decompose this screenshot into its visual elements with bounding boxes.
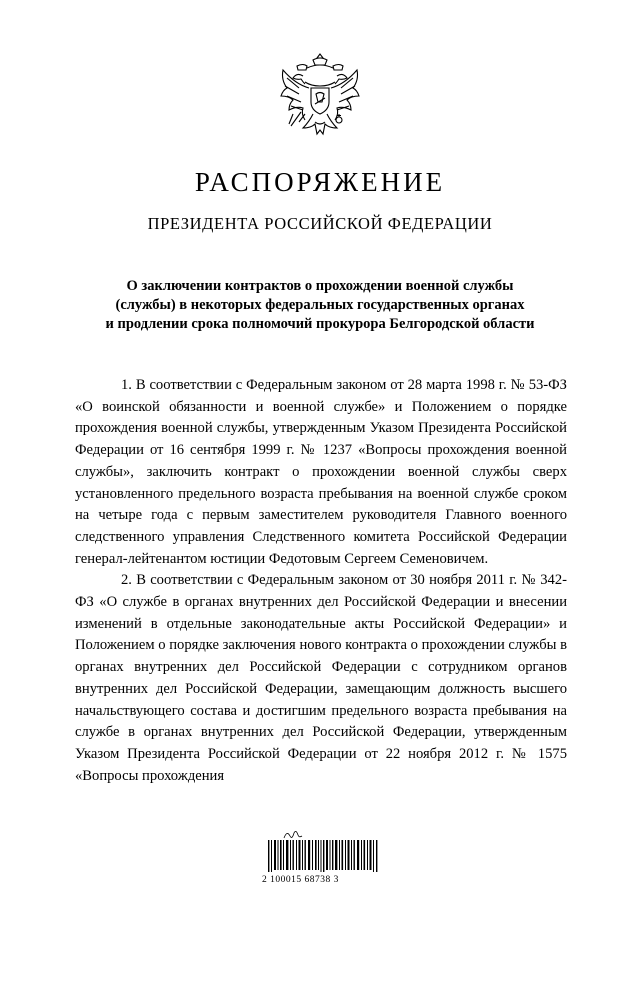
heading-line-3: и продлении срока полномочий прокурора Белгородской области <box>105 316 535 332</box>
document-heading <box>60 277 580 334</box>
paragraph-1: 1. В соответствии с Федеральным законом от 28 марта 1998 г. № 53-ФЗ «О воинской обязанности и военной службе» и Положением о порядке прохождения военной службы, утвержденным Указом Президента Российской Федерации от 16 сентября 1999 г. № 1237 «Вопросы прохождения военной службы», заключить контракт о прохождении военной службы сверх установленного предельного возраста пребывания на военной службе сроком на четыре года с первым заместителем руководителя Главного военного следственного управления Следственного комитета Российской Федерации генерал-лейтенантом юстиции Федотовым Сергеем Семеновичем. <box>75 377 567 567</box>
barcode-icon <box>268 840 378 872</box>
heading-line-2: (службы) в некоторых федеральных государственных органах <box>115 297 525 313</box>
state-emblem-icon <box>279 52 361 142</box>
barcode-number: 2 100015 68738 3 <box>262 875 339 885</box>
heading-line-1: О заключении контрактов о прохождении военной службы <box>126 278 514 294</box>
document-title: РАСПОРЯЖЕНИЕ <box>194 167 446 197</box>
document-body <box>75 375 567 982</box>
signature-mark-icon <box>283 828 303 840</box>
paragraph-2: 2. В соответствии с Федеральным законом от 30 ноября 2011 г. № 342-ФЗ «О службе в органах внутренних дел Российской Федерации и внесении изменений в отдельные законодательные акты Российской Федерации» и Положением о порядке заключения нового контракта о прохождении службы в органах внутренних дел Российской Федерации с сотрудником органов внутренних дел Российской Федерации, замещающим должность высшего начальствующего состава и достигшим предельного возраста пребывания на службе в органах внутренних дел Российской Федерации, утвержденным Указом Президента Российской Федерации от 22 ноября 2012 г. № 1575 «Вопросы прохождения <box>75 572 567 784</box>
document-subtitle: ПРЕЗИДЕНТА РОССИЙСКОЙ ФЕДЕРАЦИИ <box>147 214 493 233</box>
